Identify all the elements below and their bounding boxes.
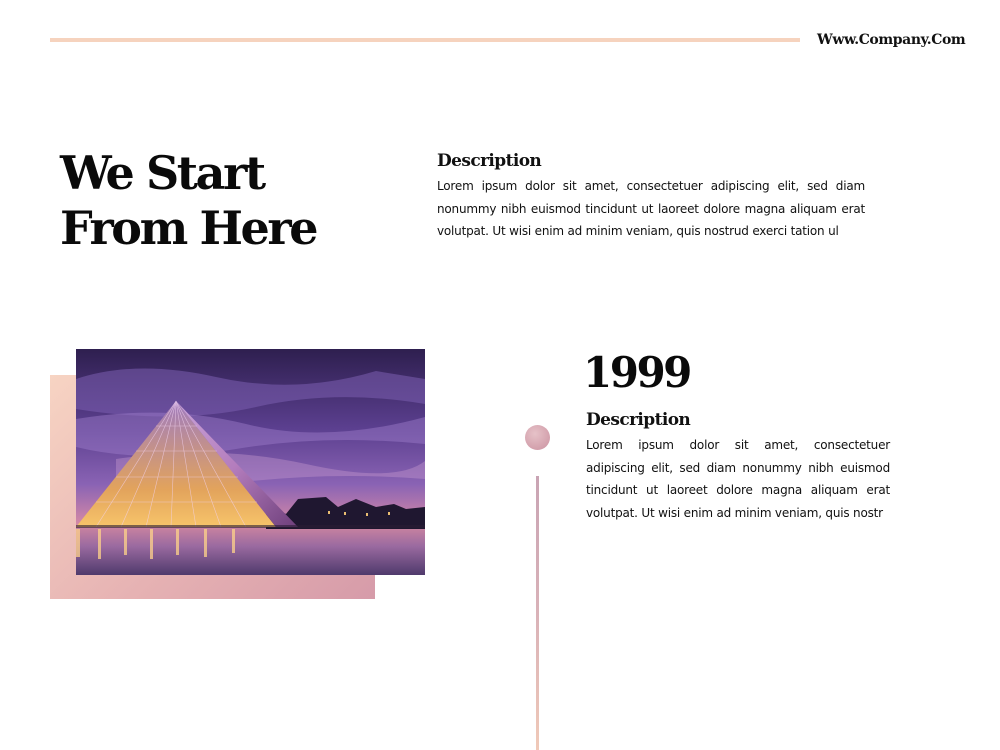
company-website[interactable]: Www.Company.Com xyxy=(817,32,966,48)
page-title xyxy=(60,146,316,256)
timeline-description-heading: Description xyxy=(586,410,691,430)
timeline-description xyxy=(586,410,890,524)
louvre-pyramid-photo xyxy=(76,349,425,575)
page-title-line-2: From Here xyxy=(60,201,317,255)
intro-description xyxy=(437,151,865,243)
intro-description-heading: Description xyxy=(437,151,542,171)
timeline-year: 1999 xyxy=(583,348,690,397)
timeline-line xyxy=(536,476,539,750)
header-divider xyxy=(50,38,800,42)
timeline-marker xyxy=(525,425,550,450)
intro-description-body: Lorem ipsum dolor sit amet, consectetuer adipiscing elit, sed diam nonummy nibh euismod tincidunt ut laoreet dolore magna aliquam erat volutpat. Ut wisi enim ad minim veniam, quis nostrud exerci tation ul xyxy=(437,179,865,238)
timeline-description-body: Lorem ipsum dolor sit amet, consectetuer adipiscing elit, sed diam nonummy nibh euismod tincidunt ut laoreet dolore magna aliquam erat volutpat. Ut wisi enim ad minim veniam, quis nostr xyxy=(586,438,890,520)
page-title-line-1: We Start xyxy=(60,146,264,200)
